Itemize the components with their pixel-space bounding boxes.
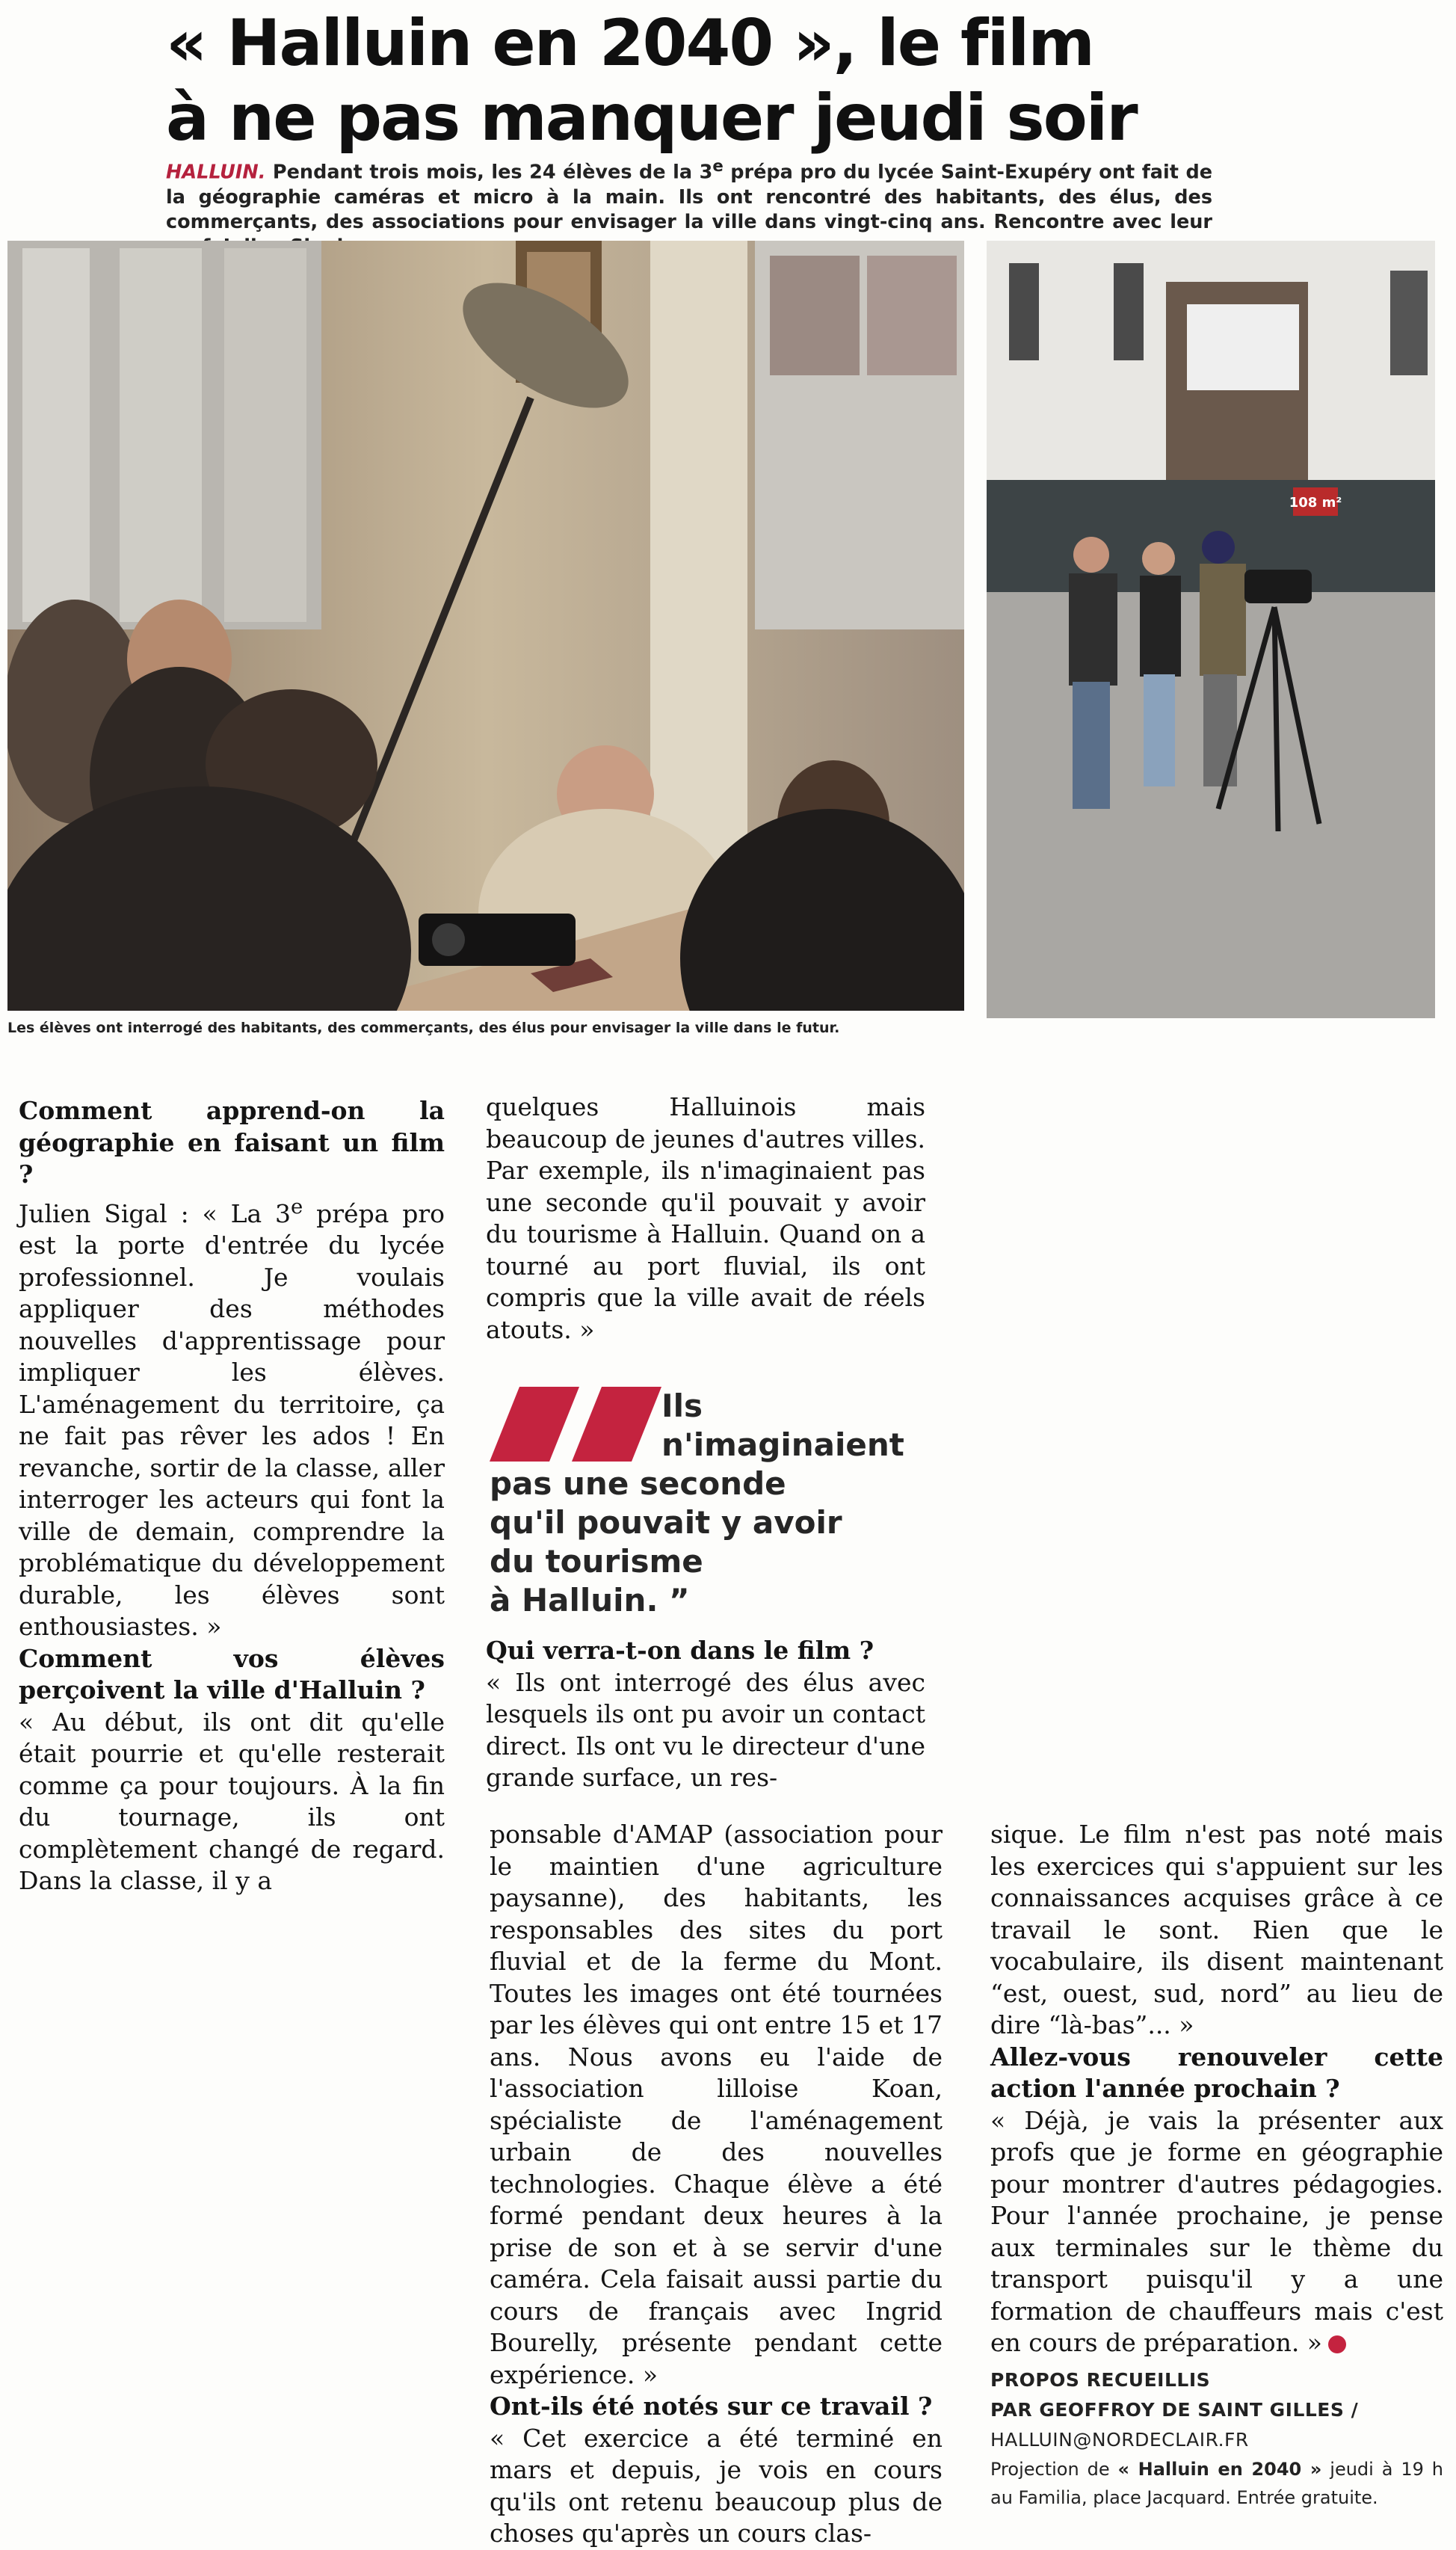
screening-info-1: Projection de	[990, 2458, 1110, 2480]
column-2-top	[486, 1091, 925, 1346]
store-sign-text: 108 m²	[1289, 495, 1342, 511]
answer-4: « Cet exercice a été terminé en mars et depuis, je vois en cours qu'ils ont retenu beaucoup plus de choses qu'après un cours clas-	[490, 2423, 943, 2548]
outdoor-filming-photo	[987, 241, 1435, 1018]
headline-line-2: à ne pas manquer jeudi soir	[166, 81, 1137, 155]
answer-2: « Au début, ils ont dit qu'elle était pourrie et qu'elle resterait comme ça pour toujours. À la fin du tournage, ils ont complètement changé de regard. Dans la classe, il y a	[19, 1707, 445, 1895]
photo-caption: Les élèves ont interrogé des habitants, des commerçants, des élus pour envisager la ville dans le futur.	[7, 1020, 840, 1036]
lead-text-1: Pendant trois mois, les 24 élèves de la 3	[265, 161, 713, 184]
answer-1-superscript: e	[291, 1194, 303, 1219]
pull-quote	[490, 1387, 953, 1620]
column-2-middle	[486, 1635, 925, 1794]
answer-2-continued: quelques Halluinois mais beaucoup de jeunes d'autres villes. Par exemple, ils n'imaginaient pas une seconde qu'il pouvait y avoir du tourisme à Halluin. Quand on a tourné au port fluvial, ils ont compris que la ville avait de réels atouts. »	[486, 1092, 925, 1344]
interview-photo	[7, 241, 964, 1011]
pull-quote-line-4: qu'il pouvait y avoir	[490, 1504, 842, 1541]
question-1: Comment apprend-on la géographie en faisant un film ?	[19, 1096, 445, 1189]
answer-3-start: « Ils ont interrogé des élus avec lesquels ils ont pu avoir un contact direct. Ils ont vu le directeur d'une grande surface, un res-	[486, 1667, 925, 1792]
question-4: Ont-ils été notés sur ce travail ?	[490, 2392, 933, 2421]
pull-quote-line-6: à Halluin. ”	[490, 1582, 690, 1619]
pull-quote-line-3: pas une seconde	[490, 1465, 786, 1502]
byline-line-2: PAR GEOFFROY DE SAINT GILLES /	[990, 2398, 1359, 2421]
answer-4-continued: sique. Le film n'est pas noté mais les exercices qui s'appuient sur les connaissances acquises grâce à ce travail le sont. Rien que le vocabulaire, ils disent maintenant “est, ouest, sud, nord” au lieu de dire “là-bas”... »	[990, 1820, 1443, 2039]
answer-5-text: « Déjà, je vais la présenter aux profs que je forme en géographie pour montrer d'autres pédagogies. Pour l'année prochaine, je pense aux terminales sur le thème du transport puisqu'il y a une formation de chauffeurs mais c'est en cours de préparation. »	[990, 2105, 1443, 2357]
red-dot-icon	[1328, 2335, 1346, 2353]
byline-line-1: PROPOS RECUEILLIS	[990, 2368, 1211, 2391]
quote-marks-icon	[490, 1387, 661, 1462]
column-3	[990, 1819, 1443, 2512]
answer-1-text-2: prépa pro est la porte d'entrée du lycée professionnel. Je voulais appliquer des méthodes nouvelles d'apprentissage pour impliquer les élèves. L'aménagement du territoire, ça ne fait pas rêver les ados ! En revanche, sortir de la classe, aller interroger les acteurs qui font la ville de demain, comprendre la problématique du développement durable, les élèves sont enthousiastes. »	[19, 1198, 445, 1641]
question-5: Allez-vous renouveler cette action l'année prochain ?	[990, 2042, 1443, 2103]
question-3: Qui verra-t-on dans le film ?	[486, 1636, 874, 1665]
interview-photo-illustration	[7, 241, 964, 1011]
answer-3-continued: ponsable d'AMAP (association pour le maintien d'une agriculture paysanne), des habitants, les responsables des sites du port fluvial et de la ferme du Mont. Toutes les images ont été tournées par les élèves qui ont entre 15 et 17 ans. Nous avons eu l'aide de l'association lilloise Koan, spécialiste de l'aménagement urbain de des nouvelles technologies. Chaque élève a été formé pendant deux heures à la prise de son et à se servir d'une caméra. Cela faisait aussi partie du cours de français avec Ingrid Bourelly, présente pendant cette expérience. »	[490, 1820, 943, 2389]
screening-info-2: jeudi à 19 h au Familia, place Jacquard. Entrée gratuite.	[990, 2458, 1444, 2508]
column-2-bottom	[490, 1819, 943, 2550]
outdoor-photo-illustration	[987, 241, 1435, 1018]
article-headline	[166, 6, 1437, 155]
dateline-location: HALLUIN.	[166, 161, 266, 184]
column-1	[19, 1095, 445, 1897]
headline-line-1: « Halluin en 2040 », le film	[166, 6, 1094, 81]
pull-quote-line-2: n'imaginaient	[661, 1426, 904, 1463]
pull-quote-line-1: Ils	[661, 1388, 703, 1424]
screening-film-title: « Halluin en 2040 »	[1117, 2458, 1322, 2480]
answer-5	[990, 2105, 1443, 2359]
pull-quote-line-5: du tourisme	[490, 1543, 703, 1580]
lead-text-2: prépa pro du lycée Saint-Exupéry ont fait de la géographie caméras et micro à la main. Ils ont rencontré des habitants, des élus, des commerçants, des associations pour envisager la ville dans vingt-cinq ans. Rencontre avec leur	[166, 161, 1212, 233]
byline-email[interactable]: HALLUIN@NORDECLAIR.FR	[990, 2428, 1249, 2451]
lead-superscript: e	[712, 157, 724, 176]
answer-1-text-1: Julien Sigal : « La 3	[19, 1198, 291, 1228]
screening-info	[990, 2455, 1443, 2512]
answer-1	[19, 1191, 445, 1643]
question-2: Comment vos élèves perçoivent la ville d'Halluin ?	[19, 1643, 445, 1704]
